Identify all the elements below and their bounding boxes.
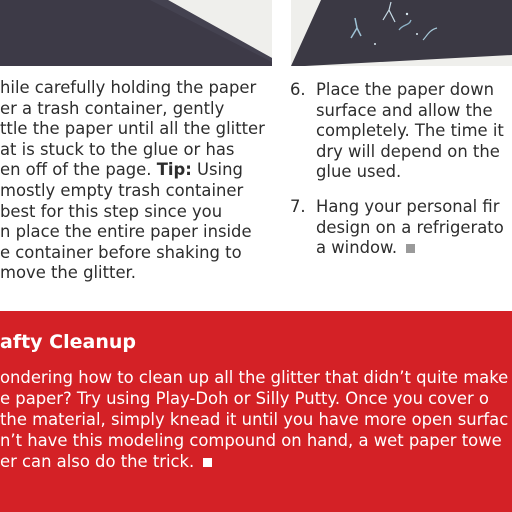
body-text-line: best for this step since you [0,201,223,221]
end-mark-icon [203,458,212,467]
body-text-line: hile carefully holding the paper [0,78,257,97]
step-item [290,80,512,183]
step-text-line: Hang your personal fir [316,196,500,216]
step-text-line: surface and allow the [316,100,493,120]
body-text-line: n place the entire paper inside [0,222,252,242]
right-steps-column [290,80,512,273]
step-text-line [316,238,504,259]
body-text-line: at is stuck to the glue or has [0,139,235,159]
step-text-line: completely. The time it [316,121,504,141]
body-text-line: ttle the paper until all the glitter [0,119,265,139]
body-text-line: move the glitter. [0,263,136,283]
body-text-line: mostly empty trash container [0,180,244,200]
step-text [316,197,504,259]
step-text-line: design on a refrigerato [316,217,504,237]
step-text-line: Place the paper down [316,80,495,99]
crafty-cleanup-sidebar [0,311,512,512]
sidebar-text-line: ondering how to clean up all the glitter that didn’t quite make [0,368,509,387]
end-mark-icon [406,244,415,253]
body-text-fragment: Using [191,160,243,180]
tip-label: Tip: [156,160,192,180]
glitter-paper-image [291,0,512,66]
body-text-line: er a trash container, gently [0,98,225,118]
sidebar-text-fragment: er can also do the trick. [0,452,195,471]
sidebar-text-line: n’t have this modeling compound on hand, a wet paper towe [0,431,502,450]
body-text-line: e container before shaking to [0,242,242,262]
step-photo-left [0,0,272,66]
body-text-line [0,160,282,181]
body-text-fragment: en off of the page. [0,160,152,180]
sidebar-title: afty Cleanup [0,331,136,353]
step-text [316,80,504,183]
step-number: 7. [290,196,306,216]
step-photo-right [291,0,512,66]
left-text-column [0,78,282,284]
step-text-line: glue used. [316,162,402,182]
sidebar-text-line: the material, simply knead it until you have more open surfac [0,410,509,429]
dark-paper-image [0,0,272,66]
step-item [290,197,512,259]
step-text-fragment: a window. [316,238,398,258]
sidebar-body [0,367,508,472]
sidebar-text-line: e paper? Try using Play-Doh or Silly Putty. Once you cover o [0,389,489,408]
sidebar-text-line [0,451,508,472]
step-number: 6. [290,80,306,99]
step-text-line: dry will depend on the [316,141,500,161]
